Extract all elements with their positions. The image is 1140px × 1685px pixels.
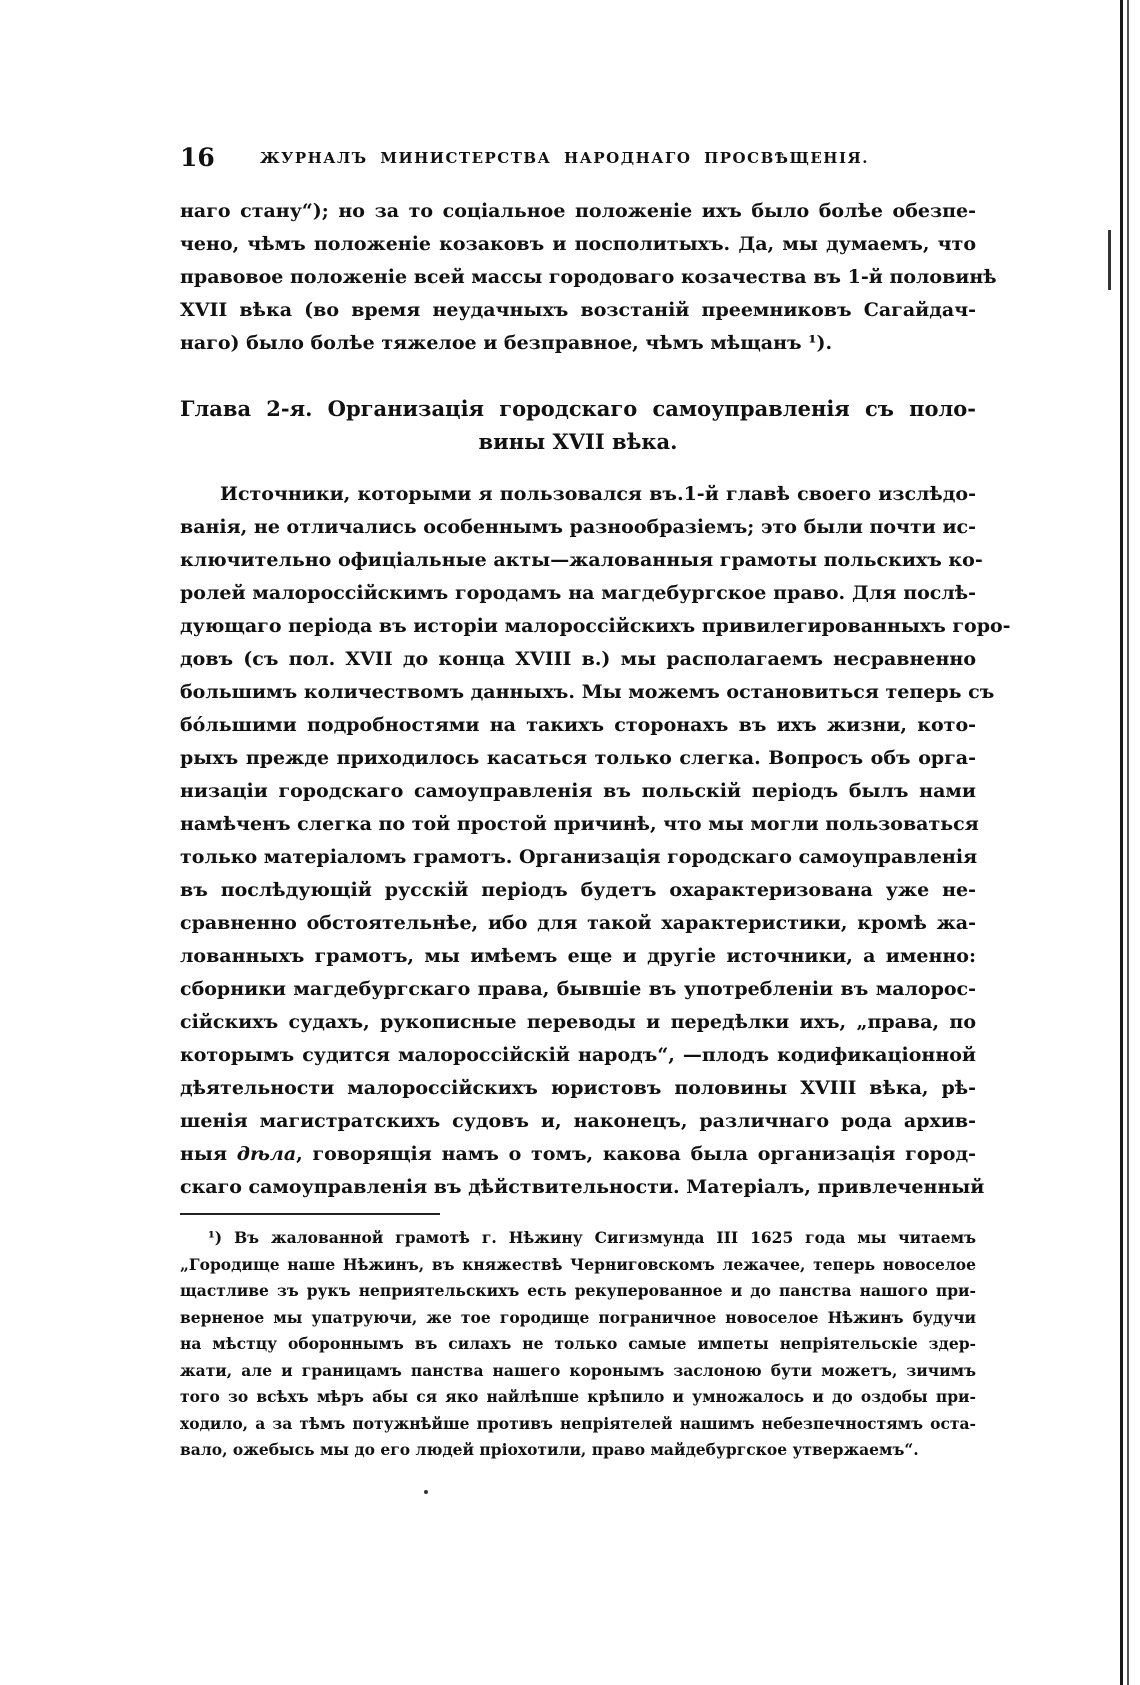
body-line: рыхъ прежде приходилось касаться только слегка. Вопросъ объ орга-	[180, 747, 976, 769]
body-line-with-italic	[180, 1138, 976, 1171]
body-line: шенія магистратскихъ судовъ и, наконецъ, различнаго рода архив-	[180, 1110, 976, 1132]
print-speck	[424, 1490, 428, 1494]
body-paragraph	[180, 478, 1011, 1204]
body-text-segment: ныя	[180, 1143, 237, 1165]
footnote-line: верненое мы упатруючи, же тое городище пограничное новоселое Нѣжинъ будучи	[180, 1307, 976, 1327]
body-line: ключительно офиціальные акты—жалованныя грамоты польскихъ ко-	[180, 549, 983, 571]
running-title: ЖУРНАЛЪ МИНИСТЕРСТВА НАРОДНАГО ПРОСВѢЩЕНІЯ.	[260, 149, 869, 167]
body-line: ванія, не отличались особеннымъ разнообразіемъ; это были почти ис-	[180, 516, 976, 538]
body-line: дѣятельности малороссійскихъ юристовъ половины XVIII вѣка, рѣ-	[180, 1077, 976, 1099]
footnote-line: ¹) Въ жалованной грамотѣ г. Нѣжину Сигизмунда III 1625 года мы читаемъ	[208, 1228, 976, 1247]
footnote-separator	[180, 1213, 440, 1215]
body-line: большимъ количествомъ данныхъ. Мы можемъ остановиться теперь съ	[180, 681, 995, 703]
body-line: ролей малороссійскимъ городамъ на магдебургское право. Для послѣ-	[180, 582, 976, 604]
intro-line: правовое положеніе всей массы городоваго козачества въ 1-й половинѣ	[180, 266, 997, 288]
body-line: дующаго періода въ исторіи малороссійскихъ привилегированныхъ горо-	[180, 615, 1011, 637]
body-line: которымъ судится малороссійскій народъ“, —плодъ кодификаціонной	[180, 1044, 976, 1066]
intro-line: чено, чѣмъ положеніе козаковъ и посполитыхъ. Да, мы думаемъ, что	[180, 233, 976, 255]
print-speck	[1108, 230, 1111, 290]
body-line: сравненно обстоятельнѣе, ибо для такой характеристики, кромѣ жа-	[180, 912, 976, 934]
footnote-line: на мѣстцу обороннымъ въ силахъ не только самые импеты непріятельскіе здер-	[180, 1334, 976, 1353]
body-line: скаго самоуправленія въ дѣйствительности. Матеріалъ, привлеченный	[180, 1176, 985, 1198]
intro-line: XVII вѣка (во время неудачныхъ возстаній преемниковъ Сагайдач-	[180, 299, 976, 321]
footnote	[180, 1225, 976, 1464]
page-header	[180, 143, 980, 173]
body-line: довъ (съ пол. XVII до конца XVIII в.) мы располагаемъ несравненно	[180, 648, 976, 670]
intro-line: наго стану“); но за то соціальное положеніе ихъ было болѣе обезпе-	[180, 200, 976, 222]
page-edge-line	[1120, 0, 1123, 1685]
footnote-line: щастливе зъ рукъ неприятельскихъ есть рекуперованное и до панства нашого при-	[180, 1281, 976, 1300]
italic-word: дѣла	[236, 1143, 297, 1165]
chapter-heading	[180, 392, 976, 458]
body-line: сборники магдебургскаго права, бывшіе въ употребленіи въ малорос-	[180, 978, 976, 1000]
footnote-line: ходило, а за тѣмъ потужнѣйше противъ непріятелей нашимъ небезпечностямъ оста-	[180, 1413, 976, 1433]
body-line: въ послѣдующій русскій періодъ будетъ охарактеризована уже не-	[180, 879, 976, 901]
chapter-heading-line2: вины XVII вѣка.	[478, 429, 678, 454]
body-line: бо́льшими подробностями на такихъ сторонахъ въ ихъ жизни, кото-	[180, 714, 976, 736]
body-line: сійскихъ судахъ, рукописные переводы и передѣлки ихъ, „права, по	[180, 1011, 976, 1033]
body-line: намѣченъ слегка по той простой причинѣ, что мы могли пользоваться	[180, 813, 979, 835]
footnote-line: „Городище наше Нѣжинъ, въ княжествѣ Черниговскомъ лежачее, теперь новоселое	[180, 1254, 976, 1274]
body-text-segment: , говорящія намъ о томъ, какова была организація город-	[296, 1143, 977, 1165]
intro-line: наго) было болѣе тяжелое и безправное, чѣмъ мѣщанъ ¹).	[180, 332, 833, 354]
chapter-heading-line1: Глава 2-я. Организація городскаго самоуправленія съ поло-	[180, 396, 976, 421]
intro-paragraph	[180, 195, 997, 360]
body-line: низаціи городскаго самоуправленія въ польскій періодъ былъ нами	[180, 780, 976, 802]
body-line: лованныхъ грамотъ, мы имѣемъ еще и другіе источники, а именно:	[180, 945, 976, 967]
page-number: 16	[180, 143, 215, 172]
footnote-line: вало, ожебысь мы до его людей пріохотили, право майдебургское утвержаемъ“.	[180, 1440, 919, 1459]
footnote-line: жати, але и границамъ панства нашего коронымъ заслоною бути можетъ, зичимъ	[180, 1360, 976, 1380]
page-edge-line-inner	[1127, 0, 1129, 1685]
footnote-line: того зо всѣхъ мѣръ абы ся яко найлѣпше крѣпило и умножалось и до оздобы при-	[180, 1387, 976, 1406]
body-line: Источники, которыми я пользовался въ.1-й главѣ своего изслѣдо-	[220, 483, 976, 505]
body-line: только матеріаломъ грамотъ. Организація городскаго самоуправленія	[180, 846, 978, 868]
